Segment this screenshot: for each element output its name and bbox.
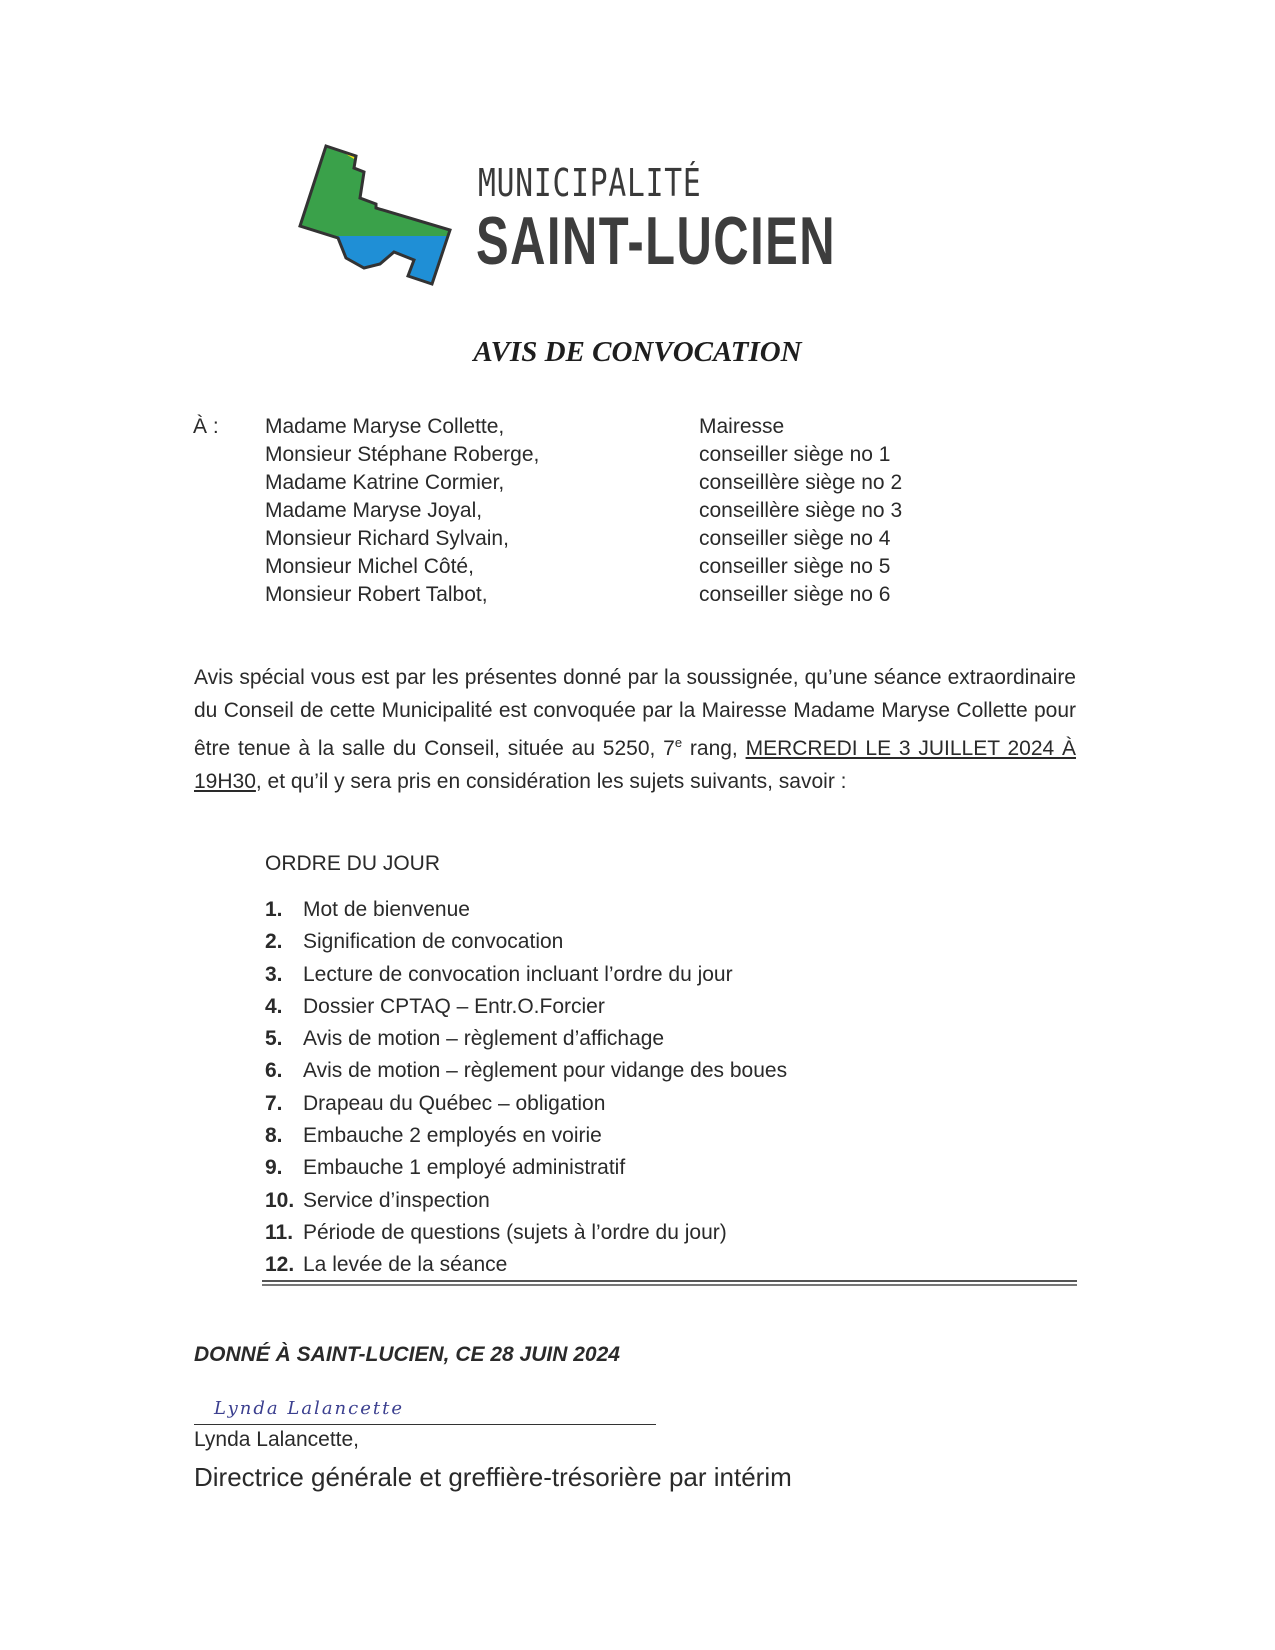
agenda-item-number: 5.	[265, 1027, 283, 1051]
recipient-role: conseillère siège no 2	[699, 471, 903, 494]
agenda-item-text: Mot de bienvenue	[303, 898, 470, 921]
agenda-item-text: Dossier CPTAQ – Entr.O.Forcier	[303, 994, 605, 1018]
recipient-role: conseiller siège no 6	[699, 583, 891, 606]
agenda-item-number: 8.	[265, 1124, 283, 1148]
recipient-role: Mairesse	[699, 415, 785, 438]
agenda-item	[265, 1088, 787, 1120]
agenda-item	[265, 1152, 787, 1184]
recipient-role: conseiller siège no 4	[699, 527, 891, 550]
agenda-item-text: Signification de convocation	[303, 930, 564, 954]
recipients-label: À :	[193, 415, 219, 438]
agenda-item	[265, 1249, 787, 1281]
notice-superscript: e	[674, 735, 683, 750]
recipient-role: conseillère siège no 3	[699, 499, 903, 522]
agenda-item-number: 1.	[265, 898, 283, 921]
signer-name: Lynda Lalancette,	[194, 1428, 360, 1451]
agenda-item-text: Drapeau du Québec – obligation	[303, 1091, 606, 1115]
agenda-item-text: La levée de la séance	[303, 1253, 508, 1277]
agenda-item-text: Lecture de convocation incluant l’ordre du jour	[303, 962, 733, 986]
document-title: AVIS DE CONVOCATION	[473, 336, 802, 368]
municipality-label: MUNICIPALITÉ	[478, 161, 702, 205]
recipient-roles	[699, 413, 902, 609]
agenda-item	[265, 1120, 787, 1152]
agenda-item-number: 7.	[265, 1091, 283, 1115]
recipient-name: Monsieur Stéphane Roberge,	[265, 443, 540, 466]
given-at-date: DONNÉ À SAINT-LUCIEN, CE 28 JUIN 2024	[194, 1343, 620, 1366]
agenda-item-number: 4.	[265, 994, 283, 1018]
agenda-item-text: Embauche 1 employé administratif	[303, 1156, 626, 1180]
agenda-item-number: 3.	[265, 962, 283, 986]
agenda-item-number: 2.	[265, 930, 283, 954]
signer-title: Directrice générale et greffière-trésorière par intérim	[194, 1462, 792, 1492]
agenda-item-text: Avis de motion – règlement pour vidange des boues	[303, 1059, 788, 1083]
agenda-item	[265, 1023, 787, 1055]
agenda-item	[265, 894, 787, 926]
agenda-item-text: Période de questions (sujets à l’ordre du jour)	[303, 1220, 727, 1244]
recipient-role: conseiller siège no 5	[699, 555, 891, 578]
recipient-role: conseiller siège no 1	[699, 443, 891, 466]
agenda-item-number: 10.	[265, 1188, 295, 1212]
agenda-item-number: 6.	[265, 1059, 283, 1083]
agenda-item-text: Service d’inspection	[303, 1188, 490, 1212]
notice-paragraph	[194, 662, 1076, 798]
recipient-name: Madame Maryse Joyal,	[265, 499, 483, 522]
agenda-item	[265, 959, 787, 991]
municipality-name: SAINT-LUCIEN	[476, 203, 836, 279]
agenda-list	[265, 894, 787, 1282]
notice-text-1: Avis spécial vous est par les présentes donné par la soussignée, qu’une séance extraordinaire du Conseil de cette Municipalité est convoquée par la Mairesse Madame Maryse Collette pour être tenue à la salle du Conseil, située au 5250, 7	[194, 666, 1076, 760]
meeting-date: MERCREDI LE 3 JUILLET 2024 À 19H30	[194, 737, 1077, 793]
recipient-name: Monsieur Richard Sylvain,	[265, 527, 509, 550]
agenda-item	[265, 926, 787, 958]
agenda-item-text: Avis de motion – règlement d’affichage	[303, 1027, 665, 1051]
signature-line	[194, 1424, 656, 1425]
agenda-title: ORDRE DU JOUR	[265, 852, 441, 875]
recipient-name: Monsieur Robert Talbot,	[265, 583, 488, 606]
notice-text-3: , et qu’il y sera pris en considération les sujets suivants, savoir :	[255, 769, 847, 793]
agenda-item	[265, 1055, 787, 1087]
agenda-item-text: Embauche 2 employés en voirie	[303, 1124, 602, 1148]
agenda-item	[265, 991, 787, 1023]
agenda-item-number: 9.	[265, 1156, 283, 1180]
recipient-names	[265, 413, 539, 609]
agenda-item-number: 11.	[265, 1220, 294, 1244]
recipient-name: Madame Katrine Cormier,	[265, 471, 505, 494]
double-rule-divider	[262, 1280, 1077, 1286]
notice-text-2: rang,	[682, 737, 746, 760]
recipient-name: Monsieur Michel Côté,	[265, 555, 474, 578]
agenda-item	[265, 1217, 787, 1249]
recipient-name: Madame Maryse Collette,	[265, 415, 505, 438]
municipality-puzzle-logo-icon	[298, 142, 458, 287]
agenda-item	[265, 1185, 787, 1217]
handwritten-signature: Lynda Lalancette	[214, 1398, 404, 1419]
agenda-item-number: 12.	[265, 1253, 295, 1277]
